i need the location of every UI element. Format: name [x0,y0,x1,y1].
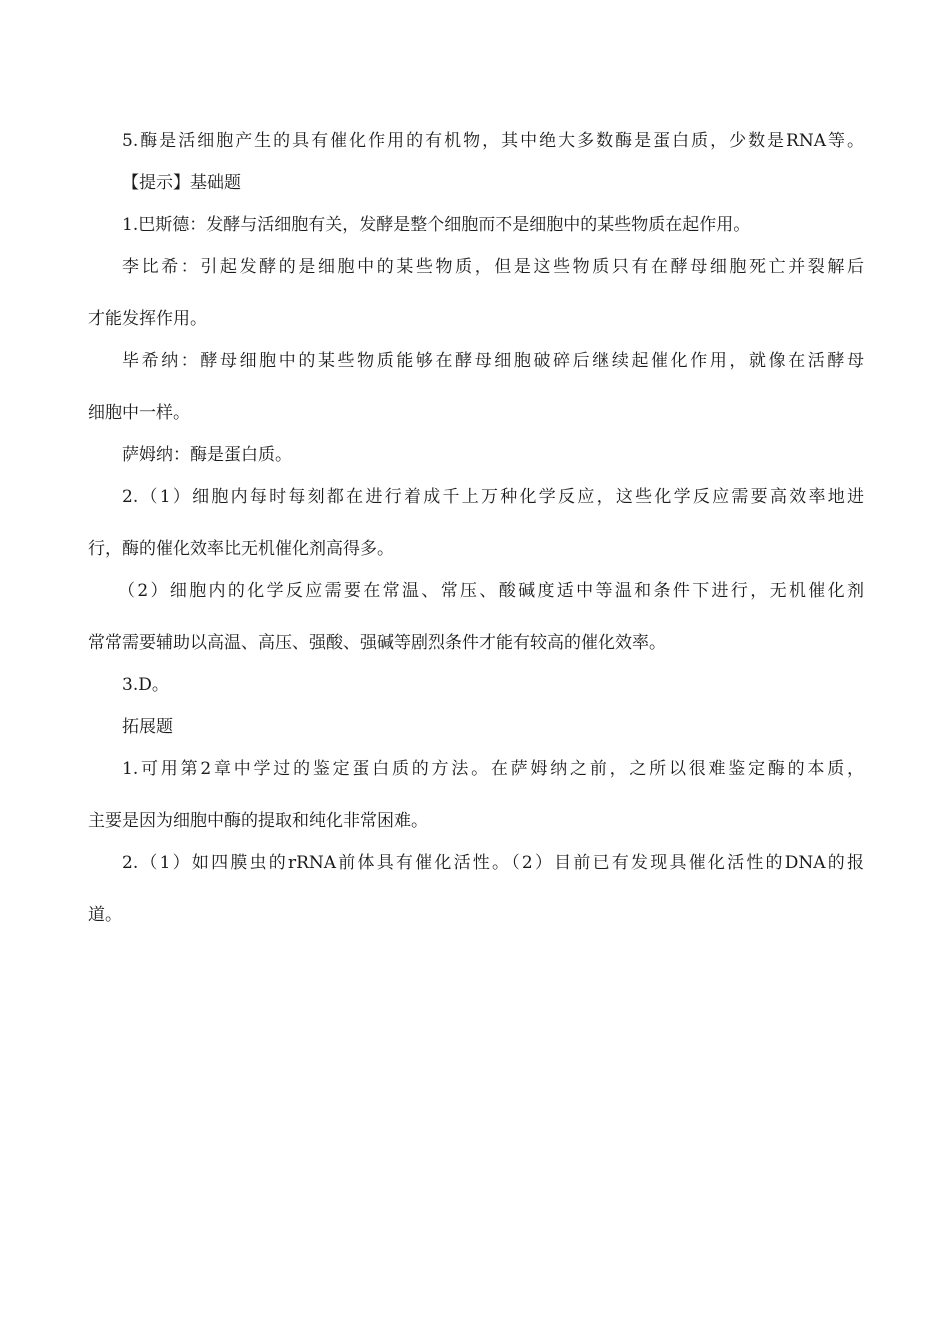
paragraph-buchner-line-2: 细胞中一样。 [88,403,190,423]
paragraph-buchner [88,340,864,434]
paragraph-liebig-line-1: 李比希：引起发酵的是细胞中的某些物质，但是这些物质只有在酵母细胞死亡并裂解后 [122,257,864,277]
paragraph-answer-2-1-line-1: 2.（1）细胞内每时每刻都在进行着成千上万种化学反应，这些化学反应需要高效率地进 [122,487,864,507]
paragraph-sumner: 萨姆纳：酶是蛋白质。 [122,445,292,465]
paragraph-pasteur: 1.巴斯德：发酵与活细胞有关，发酵是整个细胞而不是细胞中的某些物质在起作用。 [122,215,751,235]
paragraph-buchner-line-1: 毕希纳：酵母细胞中的某些物质能够在酵母细胞破碎后继续起催化作用，就像在活酵母 [122,351,864,371]
paragraph-enzyme-definition: 5.酶是活细胞产生的具有催化作用的有机物，其中绝大多数酶是蛋白质，少数是RNA等。 [122,131,864,151]
section-heading-extension: 拓展题 [122,717,173,737]
paragraph-answer-2-1-line-2: 行，酶的催化效率比无机催化剂高得多。 [88,539,394,559]
paragraph-extension-2 [88,842,864,936]
paragraph-answer-3: 3.D。 [122,675,169,695]
section-heading-hint-basic: 【提示】基础题 [122,173,241,193]
paragraph-answer-2-2-line-2: 常常需要辅助以高温、高压、强酸、强碱等剧烈条件才能有较高的催化效率。 [88,633,666,653]
paragraph-extension-2-line-2: 道。 [88,905,122,925]
paragraph-extension-1 [88,748,864,842]
paragraph-answer-2-2 [88,570,864,664]
paragraph-liebig-line-2: 才能发挥作用。 [88,309,207,329]
paragraph-liebig [88,246,864,340]
paragraph-extension-2-line-1: 2.（1）如四膜虫的rRNA前体具有催化活性。（2）目前已有发现具催化活性的DNA的报 [122,853,864,873]
paragraph-extension-1-line-2: 主要是因为细胞中酶的提取和纯化非常困难。 [88,811,428,831]
paragraph-answer-2-1 [88,476,864,570]
paragraph-extension-1-line-1: 1.可用第2章中学过的鉴定蛋白质的方法。在萨姆纳之前，之所以很难鉴定酶的本质， [122,759,864,779]
paragraph-answer-2-2-line-1: （2）细胞内的化学反应需要在常温、常压、酸碱度适中等温和条件下进行，无机催化剂 [118,581,864,601]
document-body [88,120,864,936]
